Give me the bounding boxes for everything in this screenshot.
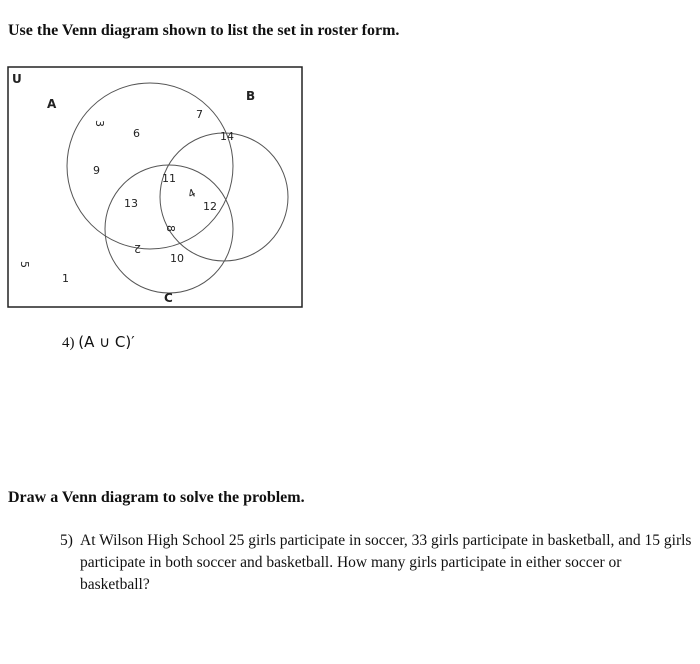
question-5-number: 5)	[60, 532, 73, 549]
outside-value: 1	[62, 272, 69, 285]
set-b-label: B	[246, 89, 256, 103]
set-a-label: A	[47, 97, 57, 111]
question-5	[60, 530, 692, 596]
region-a-only-value: 3	[93, 120, 106, 127]
region-c-only-value: 2	[134, 242, 141, 255]
outside-value: 5	[18, 261, 31, 268]
region-a-only-value: 9	[133, 126, 140, 139]
region-c-only-value: 8	[164, 225, 177, 232]
universe-label: U	[12, 72, 22, 86]
region-b-and-c-value: 12	[203, 200, 217, 213]
venn-diagram	[7, 66, 303, 308]
region-b-only-value: 7	[196, 108, 203, 121]
question-4	[62, 333, 135, 352]
region-c-only-value: 10	[170, 252, 184, 265]
instruction-heading-1: Use the Venn diagram shown to list the set in roster form.	[8, 22, 400, 39]
region-b-and-c-value: 4	[185, 186, 198, 202]
question-4-number: 4)	[62, 335, 75, 351]
region-b-only-value: 14	[220, 130, 234, 143]
instruction-heading-2: Draw a Venn diagram to solve the problem.	[8, 489, 305, 506]
region-a-and-b-value: 11	[162, 172, 176, 185]
region-a-and-c-value: 13	[124, 197, 138, 210]
region-a-only-value: 6	[93, 163, 100, 176]
question-5-text: At Wilson High School 25 girls participate in soccer, 33 girls participate in basketball, and 15 girls participate in both soccer and basketball. How many girls participate in either soccer or basketball?	[80, 532, 692, 593]
circle-a	[67, 83, 233, 249]
question-4-expression: (A ∪ C)′	[78, 333, 135, 351]
set-c-label: C	[164, 291, 173, 305]
